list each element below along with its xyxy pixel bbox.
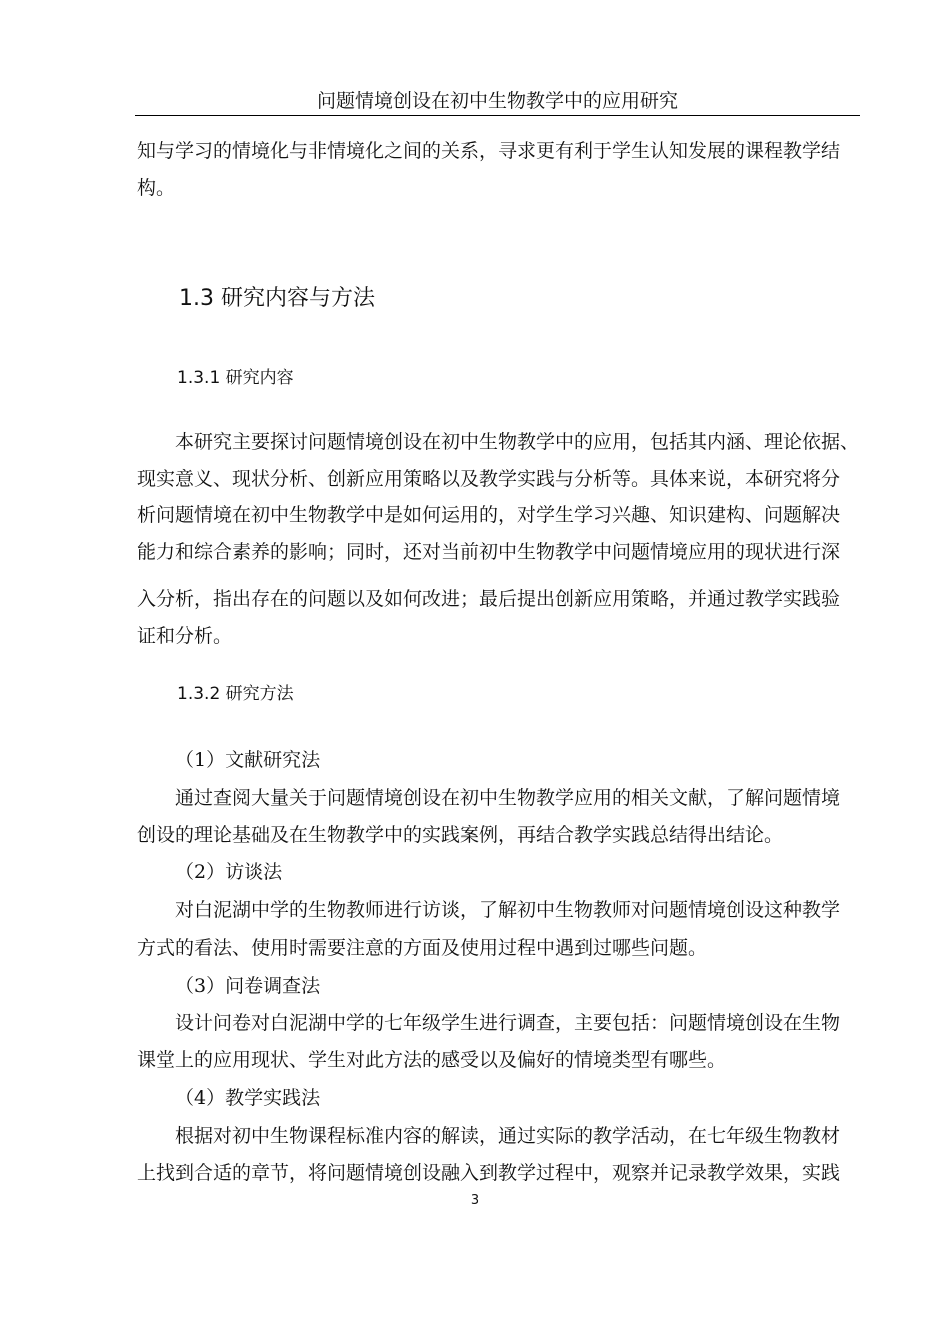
method-title: （2）访谈法	[175, 861, 283, 883]
paragraph-line: 本研究主要探讨问题情境创设在初中生物教学中的应用，包括其内涵、理论依据、	[175, 431, 860, 453]
paragraph-line: 证和分析。	[137, 625, 233, 647]
paragraph-line: 根据对初中生物课程标准内容的解读，通过实际的教学活动，在七年级生物教材	[175, 1125, 841, 1147]
paragraph-line: 设计问卷对白泥湖中学的七年级学生进行调查，主要包括：问题情境创设在生物	[175, 1012, 841, 1034]
paragraph-line: 构。	[137, 177, 176, 199]
paragraph-line: 方式的看法、使用时需要注意的方面及使用过程中遇到过哪些问题。	[137, 937, 708, 959]
paragraph-line: 现实意义、现状分析、创新应用策略以及教学实践与分析等。具体来说，本研究将分	[137, 468, 841, 490]
subsection-heading-methods: 1.3.2 研究方法	[177, 684, 294, 704]
paragraph-line: 析问题情境在初中生物教学中是如何运用的，对学生学习兴趣、知识建构、问题解决	[137, 504, 841, 526]
method-title: （3）问卷调查法	[175, 975, 321, 997]
header-rule	[135, 115, 860, 116]
method-title: （4）教学实践法	[175, 1087, 321, 1109]
paragraph-line: 能力和综合素养的影响；同时，还对当前初中生物教学中问题情境应用的现状进行深	[137, 541, 841, 563]
paragraph-line: 对白泥湖中学的生物教师进行访谈，了解初中生物教师对问题情境创设这种教学	[175, 899, 841, 921]
paragraph-line: 通过查阅大量关于问题情境创设在初中生物教学应用的相关文献，了解问题情境	[175, 787, 841, 809]
paragraph-line: 入分析，指出存在的问题以及如何改进；最后提出创新应用策略，并通过教学实践验	[137, 588, 841, 610]
paragraph-line: 知与学习的情境化与非情境化之间的关系，寻求更有利于学生认知发展的课程教学结	[137, 140, 841, 162]
page-number: 3	[470, 1193, 480, 1208]
paragraph-line: 创设的理论基础及在生物教学中的实践案例，再结合教学实践总结得出结论。	[137, 824, 784, 846]
subsection-heading-content: 1.3.1 研究内容	[177, 368, 294, 388]
method-title: （1）文献研究法	[175, 749, 321, 771]
section-heading: 1.3 研究内容与方法	[179, 286, 375, 311]
paragraph-line: 课堂上的应用现状、学生对此方法的感受以及偏好的情境类型有哪些。	[137, 1049, 727, 1071]
paragraph-line: 上找到合适的章节，将问题情境创设融入到教学过程中，观察并记录教学效果，实践	[137, 1162, 841, 1184]
running-header-title: 问题情境创设在初中生物教学中的应用研究	[316, 90, 678, 112]
